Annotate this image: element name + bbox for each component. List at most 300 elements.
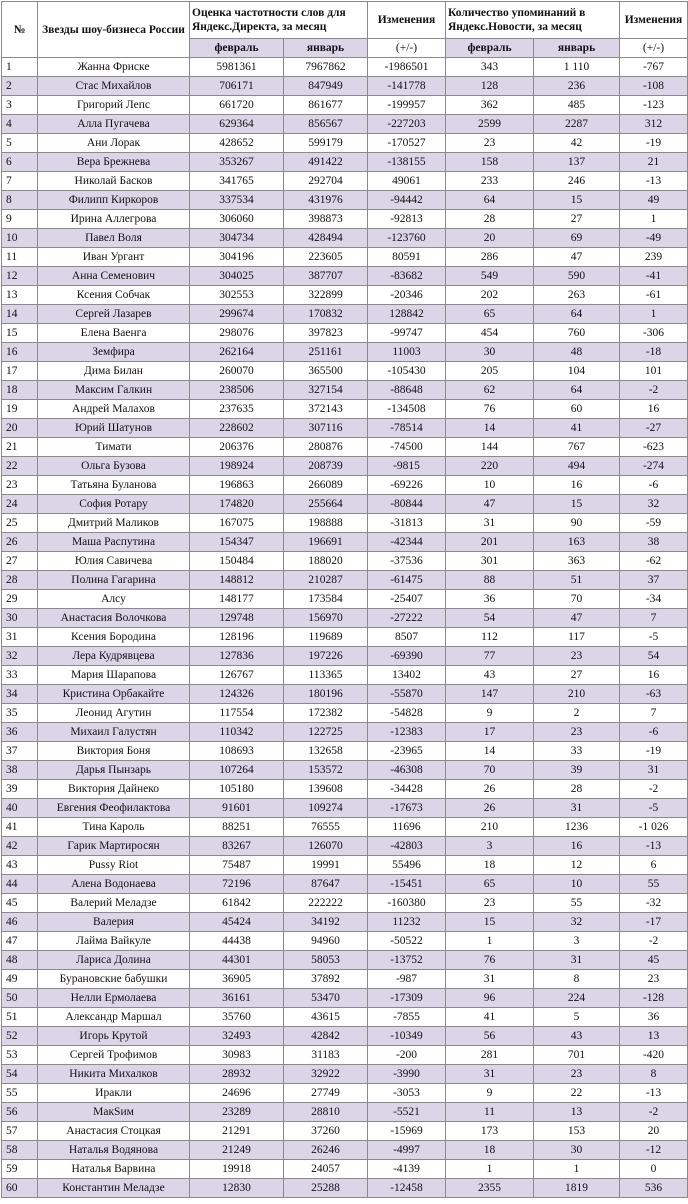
direct-jan: 34192 — [284, 913, 368, 932]
table-row — [2, 96, 688, 115]
celebrity-name: Вера Брежнева — [38, 153, 190, 172]
direct-feb: 304196 — [190, 248, 284, 267]
direct-feb: 19918 — [190, 1160, 284, 1179]
news-feb: 362 — [446, 96, 534, 115]
direct-feb: 306060 — [190, 210, 284, 229]
news-feb: 18 — [446, 1141, 534, 1160]
news-feb: 65 — [446, 875, 534, 894]
news-jan: 31 — [534, 799, 620, 818]
direct-change: -83682 — [368, 267, 446, 286]
news-change: 37 — [620, 571, 688, 590]
direct-change: -15969 — [368, 1122, 446, 1141]
news-change: -123 — [620, 96, 688, 115]
news-jan: 69 — [534, 229, 620, 248]
news-feb: 9 — [446, 704, 534, 723]
direct-jan: 43615 — [284, 1008, 368, 1027]
direct-change: -27222 — [368, 609, 446, 628]
news-feb: 2599 — [446, 115, 534, 134]
row-number: 55 — [2, 1084, 38, 1103]
row-number: 45 — [2, 894, 38, 913]
news-jan: 31 — [534, 951, 620, 970]
header-change-news: Изменения — [620, 2, 688, 39]
news-change: -13 — [620, 1084, 688, 1103]
direct-change: -4139 — [368, 1160, 446, 1179]
direct-jan: 139608 — [284, 780, 368, 799]
news-change: -32 — [620, 894, 688, 913]
news-change: -17 — [620, 913, 688, 932]
celebrity-name: Бурановские бабушки — [38, 970, 190, 989]
direct-jan: 280876 — [284, 438, 368, 457]
celebrity-name: Максим Галкин — [38, 381, 190, 400]
news-jan: 64 — [534, 305, 620, 324]
direct-feb: 129748 — [190, 609, 284, 628]
news-feb: 65 — [446, 305, 534, 324]
direct-change: -200 — [368, 1046, 446, 1065]
news-jan: 137 — [534, 153, 620, 172]
news-feb: 10 — [446, 476, 534, 495]
celebrity-name: Жанна Фриске — [38, 58, 190, 77]
direct-change: -105430 — [368, 362, 446, 381]
table-row — [2, 77, 688, 96]
news-jan: 13 — [534, 1103, 620, 1122]
celebrity-name: Виктория Дайнеко — [38, 780, 190, 799]
header-news: Количество упоминаний в Яндекс.Новости, за месяц — [446, 2, 620, 39]
direct-jan: 31183 — [284, 1046, 368, 1065]
news-feb: 76 — [446, 951, 534, 970]
direct-change: -99747 — [368, 324, 446, 343]
table-row — [2, 134, 688, 153]
direct-feb: 36905 — [190, 970, 284, 989]
news-change: -306 — [620, 324, 688, 343]
direct-change: -34428 — [368, 780, 446, 799]
news-jan: 153 — [534, 1122, 620, 1141]
row-number: 7 — [2, 172, 38, 191]
row-number: 29 — [2, 590, 38, 609]
celebrity-name: Гарик Мартиросян — [38, 837, 190, 856]
news-feb: 112 — [446, 628, 534, 647]
celebrity-name: Полина Гагарина — [38, 571, 190, 590]
news-feb: 202 — [446, 286, 534, 305]
celebrity-name: Дарья Пынзарь — [38, 761, 190, 780]
row-number: 16 — [2, 343, 38, 362]
celebrity-name: Анастасия Стоцкая — [38, 1122, 190, 1141]
news-jan: 15 — [534, 191, 620, 210]
direct-feb: 88251 — [190, 818, 284, 837]
news-feb: 454 — [446, 324, 534, 343]
news-jan: 210 — [534, 685, 620, 704]
direct-jan: 76555 — [284, 818, 368, 837]
news-jan: 16 — [534, 476, 620, 495]
direct-change: 11232 — [368, 913, 446, 932]
direct-change: -78514 — [368, 419, 446, 438]
table-row — [2, 1160, 688, 1179]
table-row — [2, 913, 688, 932]
direct-jan: 188020 — [284, 552, 368, 571]
news-jan: 33 — [534, 742, 620, 761]
news-jan: 701 — [534, 1046, 620, 1065]
celebrity-name: Дима Билан — [38, 362, 190, 381]
direct-jan: 37260 — [284, 1122, 368, 1141]
direct-feb: 661720 — [190, 96, 284, 115]
direct-change: -5521 — [368, 1103, 446, 1122]
direct-change: 13402 — [368, 666, 446, 685]
news-jan: 767 — [534, 438, 620, 457]
news-feb: 88 — [446, 571, 534, 590]
table-row — [2, 1008, 688, 1027]
direct-change: -199957 — [368, 96, 446, 115]
direct-feb: 28932 — [190, 1065, 284, 1084]
table-row — [2, 571, 688, 590]
header-change-direct: Изменения — [368, 2, 446, 39]
celebrity-name: Константин Меладзе — [38, 1179, 190, 1198]
news-feb: 23 — [446, 134, 534, 153]
celebrity-name: Алла Пугачева — [38, 115, 190, 134]
direct-feb: 127836 — [190, 647, 284, 666]
table-row — [2, 286, 688, 305]
direct-feb: 167075 — [190, 514, 284, 533]
row-number: 1 — [2, 58, 38, 77]
news-change: -18 — [620, 343, 688, 362]
table-row — [2, 989, 688, 1008]
news-feb: 41 — [446, 1008, 534, 1027]
news-jan: 2287 — [534, 115, 620, 134]
news-feb: 205 — [446, 362, 534, 381]
direct-jan: 428494 — [284, 229, 368, 248]
direct-jan: 599179 — [284, 134, 368, 153]
direct-jan: 307116 — [284, 419, 368, 438]
row-number: 2 — [2, 77, 38, 96]
table-row — [2, 590, 688, 609]
direct-jan: 53470 — [284, 989, 368, 1008]
direct-jan: 210287 — [284, 571, 368, 590]
direct-change: -20346 — [368, 286, 446, 305]
celebrity-name: Ирина Аллегрова — [38, 210, 190, 229]
row-number: 34 — [2, 685, 38, 704]
direct-jan: 19991 — [284, 856, 368, 875]
direct-feb: 23289 — [190, 1103, 284, 1122]
direct-jan: 197226 — [284, 647, 368, 666]
row-number: 20 — [2, 419, 38, 438]
direct-jan: 173584 — [284, 590, 368, 609]
direct-jan: 847949 — [284, 77, 368, 96]
news-jan: 47 — [534, 248, 620, 267]
direct-jan: 398873 — [284, 210, 368, 229]
news-change: -13 — [620, 837, 688, 856]
table-row — [2, 742, 688, 761]
news-change: 6 — [620, 856, 688, 875]
news-jan: 12 — [534, 856, 620, 875]
direct-change: -141778 — [368, 77, 446, 96]
table-row — [2, 457, 688, 476]
celebrity-name: Мария Шарапова — [38, 666, 190, 685]
celebrity-name: Наталья Водянова — [38, 1141, 190, 1160]
table-row — [2, 1046, 688, 1065]
direct-jan: 222222 — [284, 894, 368, 913]
direct-feb: 353267 — [190, 153, 284, 172]
table-row — [2, 1179, 688, 1198]
row-number: 11 — [2, 248, 38, 267]
direct-feb: 150484 — [190, 552, 284, 571]
row-number: 41 — [2, 818, 38, 837]
direct-jan: 126070 — [284, 837, 368, 856]
news-feb: 14 — [446, 742, 534, 761]
direct-change: -69390 — [368, 647, 446, 666]
row-number: 22 — [2, 457, 38, 476]
table-row — [2, 362, 688, 381]
news-change: 16 — [620, 666, 688, 685]
row-number: 40 — [2, 799, 38, 818]
news-change: 1 — [620, 305, 688, 324]
row-number: 51 — [2, 1008, 38, 1027]
celebrity-name: Юрий Шатунов — [38, 419, 190, 438]
news-feb: 210 — [446, 818, 534, 837]
news-feb: 281 — [446, 1046, 534, 1065]
direct-jan: 87647 — [284, 875, 368, 894]
direct-change: -4997 — [368, 1141, 446, 1160]
news-jan: 47 — [534, 609, 620, 628]
news-jan: 32 — [534, 913, 620, 932]
row-number: 46 — [2, 913, 38, 932]
table-row — [2, 419, 688, 438]
row-number: 58 — [2, 1141, 38, 1160]
direct-feb: 629364 — [190, 115, 284, 134]
direct-change: -46308 — [368, 761, 446, 780]
direct-feb: 237635 — [190, 400, 284, 419]
direct-change: -88648 — [368, 381, 446, 400]
row-number: 4 — [2, 115, 38, 134]
table-row — [2, 1141, 688, 1160]
celebrity-name: Елена Ваенга — [38, 324, 190, 343]
direct-change: -17309 — [368, 989, 446, 1008]
row-number: 32 — [2, 647, 38, 666]
direct-feb: 148177 — [190, 590, 284, 609]
direct-feb: 304734 — [190, 229, 284, 248]
news-jan: 363 — [534, 552, 620, 571]
direct-feb: 174820 — [190, 495, 284, 514]
header-name: Звезды шоу-бизнеса России — [38, 2, 190, 58]
table-row — [2, 400, 688, 419]
row-number: 33 — [2, 666, 38, 685]
direct-feb: 337534 — [190, 191, 284, 210]
news-feb: 20 — [446, 229, 534, 248]
news-jan: 39 — [534, 761, 620, 780]
direct-jan: 28810 — [284, 1103, 368, 1122]
direct-change: -50522 — [368, 932, 446, 951]
direct-feb: 198924 — [190, 457, 284, 476]
news-change: -623 — [620, 438, 688, 457]
celebrity-name: Леонид Агутин — [38, 704, 190, 723]
news-change: -420 — [620, 1046, 688, 1065]
direct-feb: 238506 — [190, 381, 284, 400]
news-change: 23 — [620, 970, 688, 989]
news-jan: 70 — [534, 590, 620, 609]
celebrity-name: Сергей Трофимов — [38, 1046, 190, 1065]
direct-jan: 322899 — [284, 286, 368, 305]
news-jan: 5 — [534, 1008, 620, 1027]
news-jan: 43 — [534, 1027, 620, 1046]
direct-feb: 304025 — [190, 267, 284, 286]
direct-jan: 25288 — [284, 1179, 368, 1198]
news-change: -41 — [620, 267, 688, 286]
news-jan: 22 — [534, 1084, 620, 1103]
direct-change: -12383 — [368, 723, 446, 742]
celebrity-name: Андрей Малахов — [38, 400, 190, 419]
header-jan-direct: январь — [284, 39, 368, 58]
direct-feb: 35760 — [190, 1008, 284, 1027]
news-change: 101 — [620, 362, 688, 381]
direct-change: -69226 — [368, 476, 446, 495]
direct-feb: 12830 — [190, 1179, 284, 1198]
direct-feb: 91601 — [190, 799, 284, 818]
direct-change: -160380 — [368, 894, 446, 913]
news-change: -5 — [620, 628, 688, 647]
direct-change: -61475 — [368, 571, 446, 590]
direct-feb: 5981361 — [190, 58, 284, 77]
news-change: -13 — [620, 172, 688, 191]
news-change: -5 — [620, 799, 688, 818]
news-change: 45 — [620, 951, 688, 970]
news-jan: 224 — [534, 989, 620, 1008]
direct-change: 11003 — [368, 343, 446, 362]
news-feb: 343 — [446, 58, 534, 77]
direct-feb: 706171 — [190, 77, 284, 96]
direct-jan: 32922 — [284, 1065, 368, 1084]
celebrity-name: Лайма Вайкуле — [38, 932, 190, 951]
celebrity-name: Ольга Бузова — [38, 457, 190, 476]
celebrity-name: Тина Кароль — [38, 818, 190, 837]
table-row — [2, 628, 688, 647]
celebrity-name: Ксения Собчак — [38, 286, 190, 305]
row-number: 27 — [2, 552, 38, 571]
news-feb: 1 — [446, 932, 534, 951]
celebrity-name: Земфира — [38, 343, 190, 362]
news-jan: 246 — [534, 172, 620, 191]
direct-jan: 153572 — [284, 761, 368, 780]
celebrity-name: Валерия — [38, 913, 190, 932]
row-number: 30 — [2, 609, 38, 628]
news-change: 54 — [620, 647, 688, 666]
table-row — [2, 609, 688, 628]
news-change: 8 — [620, 1065, 688, 1084]
news-feb: 233 — [446, 172, 534, 191]
row-number: 43 — [2, 856, 38, 875]
celebrity-name: Иван Ургант — [38, 248, 190, 267]
direct-feb: 428652 — [190, 134, 284, 153]
direct-change: -94442 — [368, 191, 446, 210]
news-feb: 28 — [446, 210, 534, 229]
celebrity-name: Ани Лорак — [38, 134, 190, 153]
news-change: 20 — [620, 1122, 688, 1141]
news-feb: 54 — [446, 609, 534, 628]
celebrity-name: Павел Воля — [38, 229, 190, 248]
news-change: -767 — [620, 58, 688, 77]
row-number: 18 — [2, 381, 38, 400]
news-feb: 31 — [446, 514, 534, 533]
row-number: 14 — [2, 305, 38, 324]
news-feb: 30 — [446, 343, 534, 362]
direct-change: -17673 — [368, 799, 446, 818]
direct-jan: 327154 — [284, 381, 368, 400]
table-row — [2, 267, 688, 286]
news-jan: 23 — [534, 723, 620, 742]
direct-jan: 255664 — [284, 495, 368, 514]
celebrity-name: Евгения Феофилактова — [38, 799, 190, 818]
news-feb: 173 — [446, 1122, 534, 1141]
news-change: -2 — [620, 1103, 688, 1122]
news-feb: 64 — [446, 191, 534, 210]
direct-feb: 105180 — [190, 780, 284, 799]
row-number: 49 — [2, 970, 38, 989]
celebrity-name: Михаил Галустян — [38, 723, 190, 742]
celebrity-name: Кристина Орбакайте — [38, 685, 190, 704]
table-row — [2, 495, 688, 514]
header-pm-direct: (+/-) — [368, 39, 446, 58]
celebrity-name: Ксения Бородина — [38, 628, 190, 647]
row-number: 26 — [2, 533, 38, 552]
direct-jan: 94960 — [284, 932, 368, 951]
direct-jan: 266089 — [284, 476, 368, 495]
table-row — [2, 799, 688, 818]
direct-feb: 21291 — [190, 1122, 284, 1141]
news-change: -6 — [620, 723, 688, 742]
news-feb: 9 — [446, 1084, 534, 1103]
news-jan: 1 — [534, 1160, 620, 1179]
news-jan: 494 — [534, 457, 620, 476]
news-feb: 3 — [446, 837, 534, 856]
direct-feb: 30983 — [190, 1046, 284, 1065]
celebrity-name: Лариса Долина — [38, 951, 190, 970]
direct-change: -138155 — [368, 153, 446, 172]
news-jan: 55 — [534, 894, 620, 913]
news-change: 49 — [620, 191, 688, 210]
news-feb: 56 — [446, 1027, 534, 1046]
direct-feb: 298076 — [190, 324, 284, 343]
direct-jan: 122725 — [284, 723, 368, 742]
news-feb: 26 — [446, 799, 534, 818]
direct-feb: 126767 — [190, 666, 284, 685]
table-row — [2, 1027, 688, 1046]
direct-jan: 119689 — [284, 628, 368, 647]
direct-jan: 180196 — [284, 685, 368, 704]
news-feb: 15 — [446, 913, 534, 932]
celebrity-name: Григорий Лепс — [38, 96, 190, 115]
direct-feb: 154347 — [190, 533, 284, 552]
direct-jan: 27749 — [284, 1084, 368, 1103]
header-jan-news: январь — [534, 39, 620, 58]
news-change: -6 — [620, 476, 688, 495]
row-number: 28 — [2, 571, 38, 590]
row-number: 15 — [2, 324, 38, 343]
table-row — [2, 970, 688, 989]
direct-feb: 75487 — [190, 856, 284, 875]
direct-jan: 372143 — [284, 400, 368, 419]
news-jan: 64 — [534, 381, 620, 400]
news-jan: 590 — [534, 267, 620, 286]
header-pm-news: (+/-) — [620, 39, 688, 58]
row-number: 31 — [2, 628, 38, 647]
table-row — [2, 685, 688, 704]
celebrity-name: Дмитрий Маликов — [38, 514, 190, 533]
direct-jan: 7967862 — [284, 58, 368, 77]
direct-feb: 108693 — [190, 742, 284, 761]
celebrity-name: София Ротару — [38, 495, 190, 514]
table-row — [2, 210, 688, 229]
celebrity-name: Валерий Меладзе — [38, 894, 190, 913]
direct-jan: 26246 — [284, 1141, 368, 1160]
direct-feb: 44301 — [190, 951, 284, 970]
table-row — [2, 438, 688, 457]
news-feb: 31 — [446, 1065, 534, 1084]
